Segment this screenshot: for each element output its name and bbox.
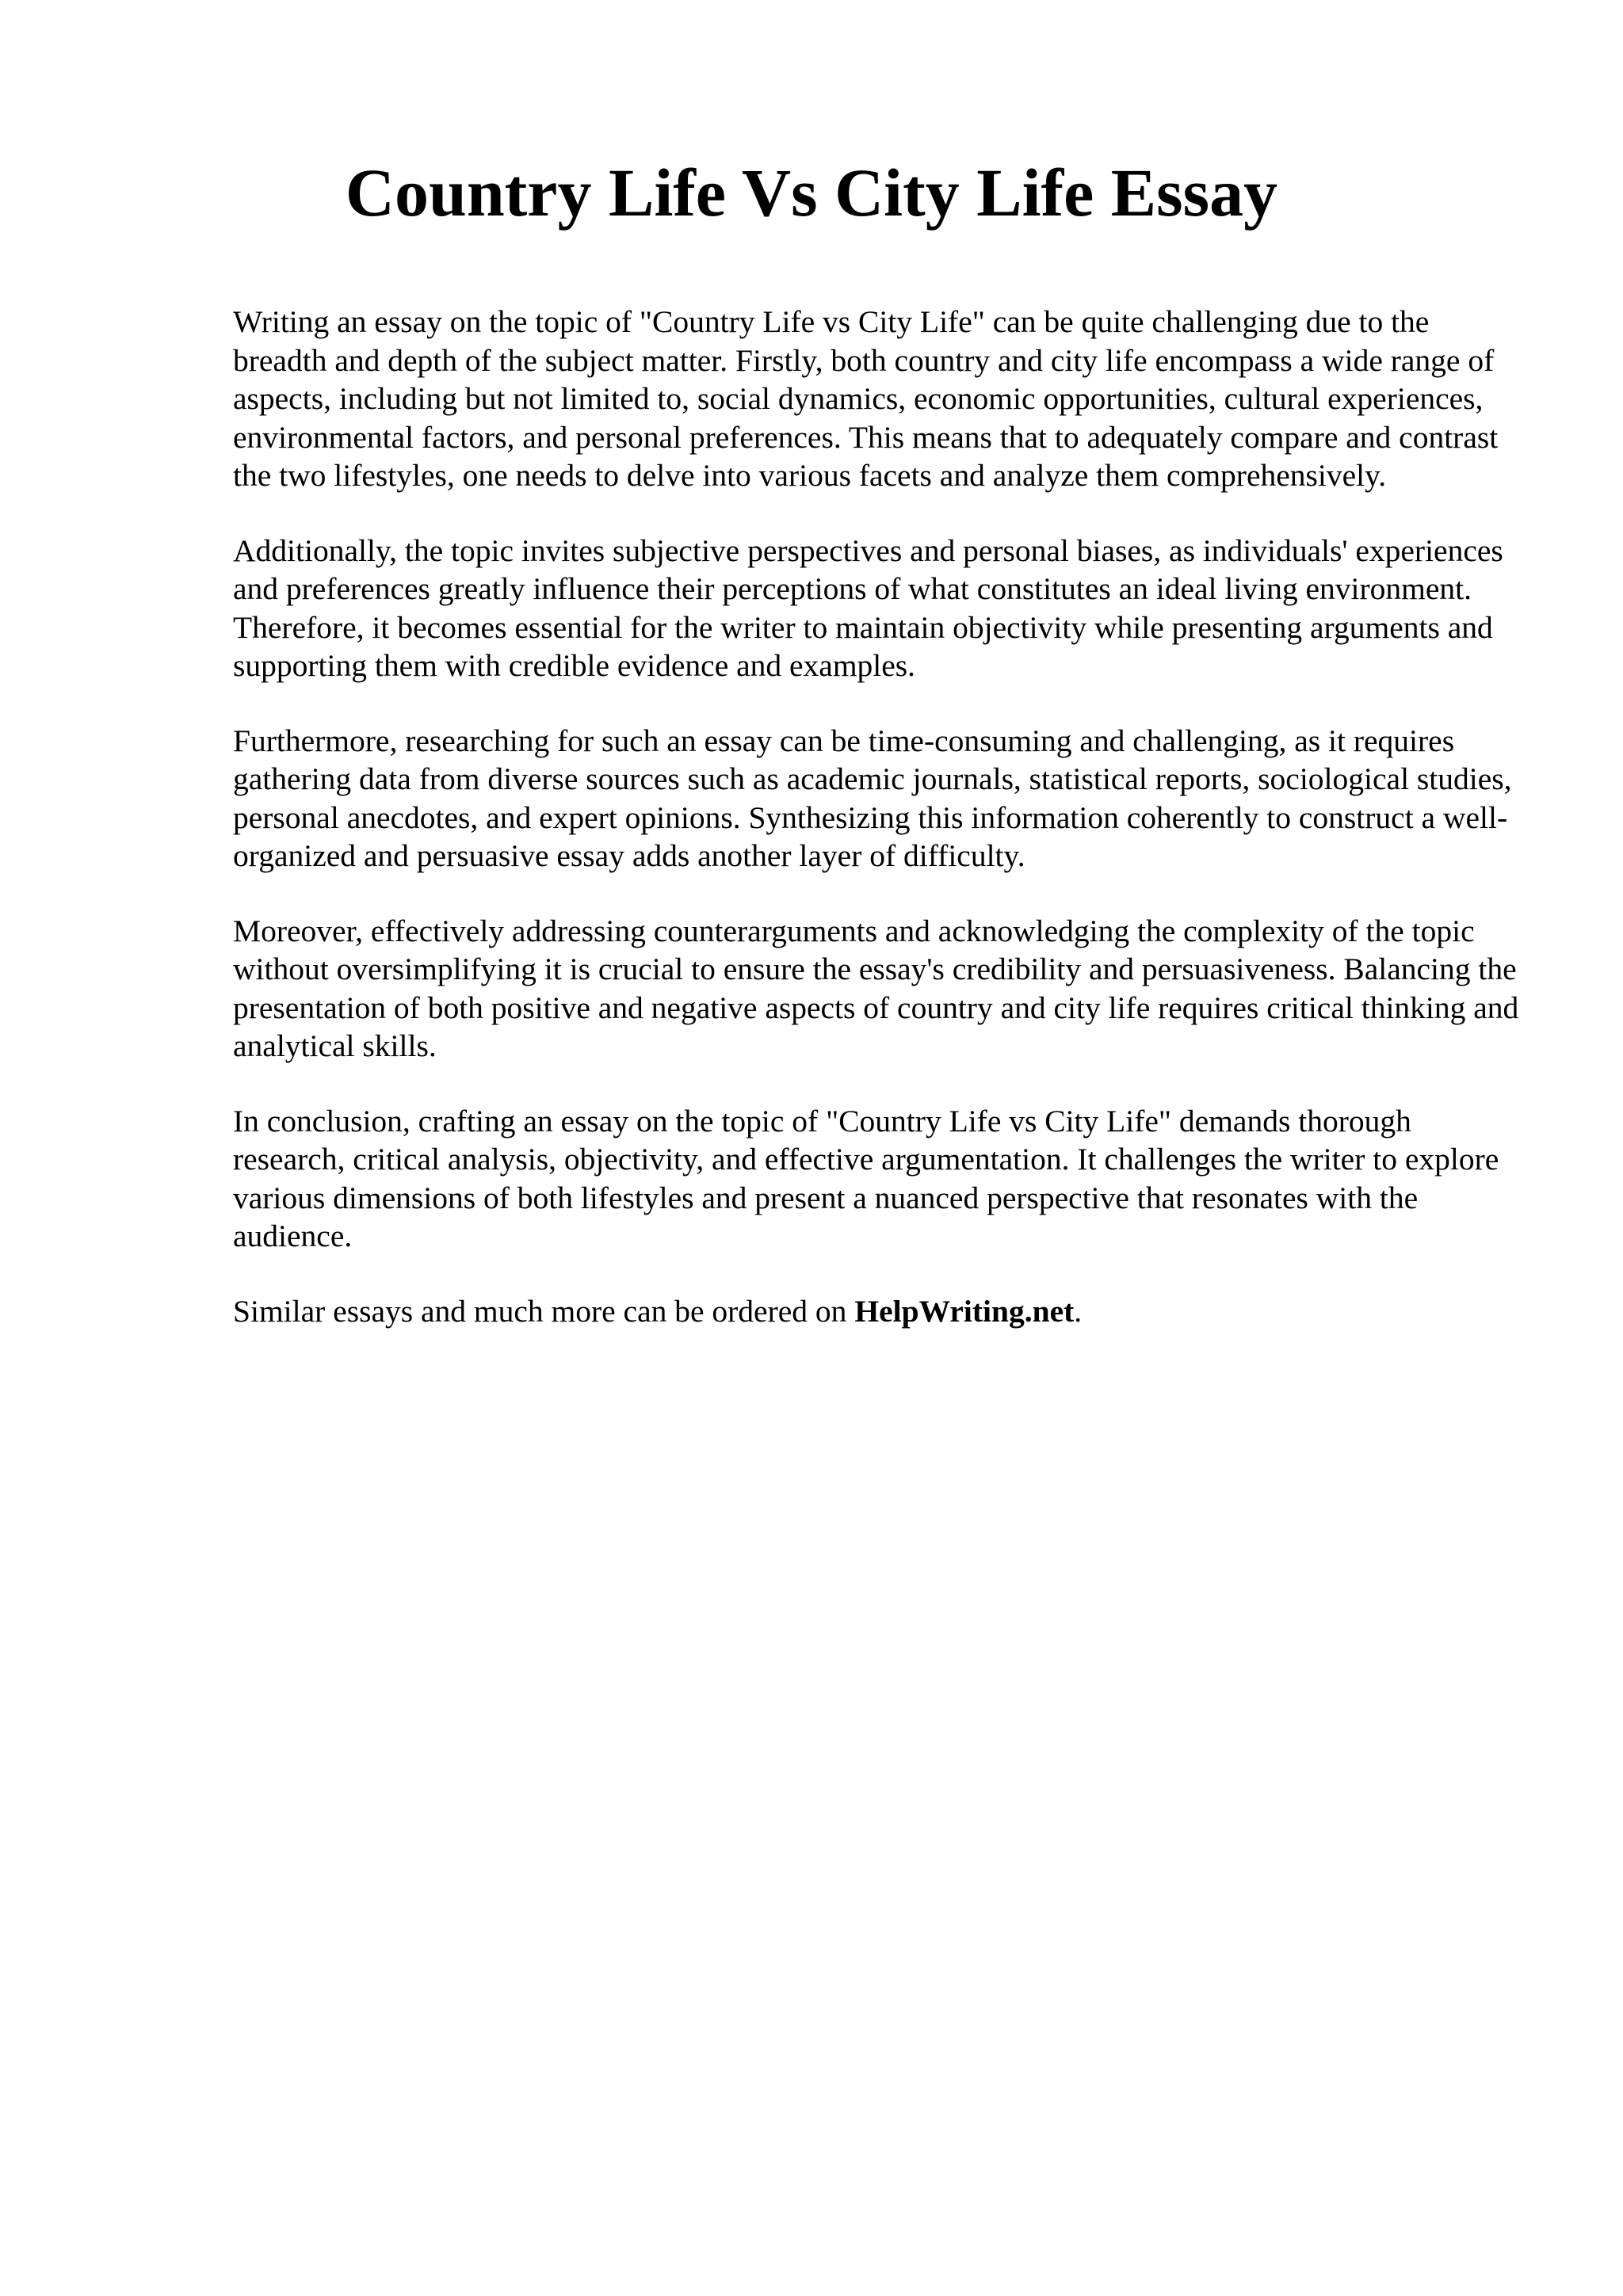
footer-line: [233, 1292, 1525, 1331]
paragraph-3: Furthermore, researching for such an essay can be time-consuming and challenging, as it requires gathering data from diverse sources such as academic journals, statistical reports, sociological studies, personal anecdotes, and expert opinions. Synthesizing this information coherently to construct a well-organized and persuasive essay adds another layer of difficulty.: [233, 723, 1512, 873]
paragraph-1: Writing an essay on the topic of "Country Life vs City Life" can be quite challenging due to the breadth and depth of the subject matter. Firstly, both country and city life encompass a wide range of aspects, including but not limited to, social dynamics, economic opportunities, cultural experiences, environmental factors, and personal preferences. This means that to adequately compare and contrast the two lifestyles, one needs to delve into various facets and analyze them comprehensively.: [233, 304, 1499, 493]
helpwriting-link[interactable]: HelpWriting.net: [854, 1293, 1075, 1329]
paragraph-5: In conclusion, crafting an essay on the topic of "Country Life vs City Life" demands thorough research, critical analysis, objectivity, and effective argumentation. It challenges the writer to explore various dimensions of both lifestyles and present a nuanced perspective that resonates with the audience.: [233, 1103, 1499, 1253]
paragraph-4: Moreover, effectively addressing counterarguments and acknowledging the complexity of the topic without oversimplifying it is crucial to ensure the essay's credibility and persuasiveness. Balancing the presentation of both positive and negative aspects of country and city life requires critical thinking and analytical skills.: [233, 913, 1519, 1063]
page-title: Country Life Vs City Life Essay: [345, 154, 1278, 231]
footer-text: Similar essays and much more can be ordered on: [233, 1293, 847, 1329]
footer-period: .: [1074, 1293, 1083, 1329]
essay-body: [233, 303, 1525, 1330]
paragraph-2: Additionally, the topic invites subjective perspectives and personal biases, as individuals' experiences and preferences greatly influence their perceptions of what constitutes an ideal living environment. Therefore, it becomes essential for the writer to maintain objectivity while presenting arguments and supporting them with credible evidence and examples.: [233, 532, 1503, 683]
